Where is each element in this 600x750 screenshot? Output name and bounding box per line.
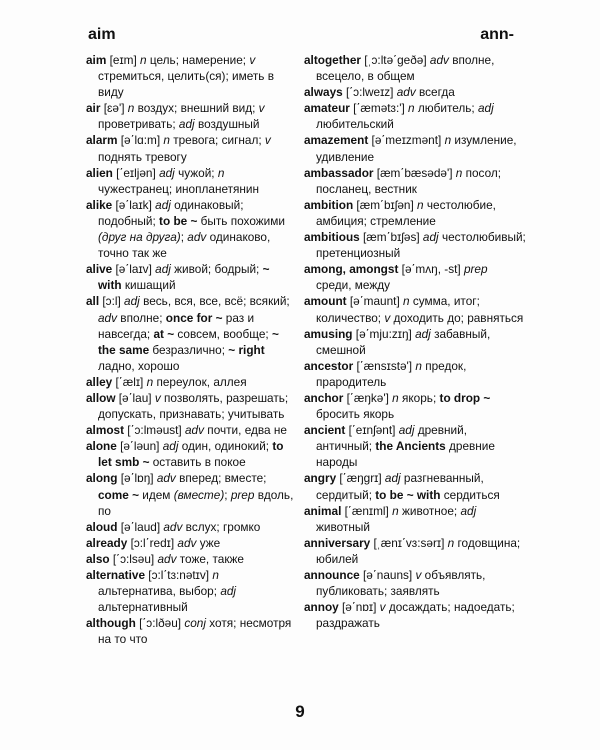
entry-text: [ɛə'] (100, 101, 128, 116)
entry-text: вперед; вместе; (175, 471, 267, 486)
entry-text: забавный, смешной (316, 326, 491, 357)
dictionary-entry (304, 84, 526, 100)
phrase: to let smb ~ (98, 439, 284, 470)
dictionary-entry (304, 599, 526, 631)
headword: anniversary (304, 535, 371, 550)
entry-text: [ə΄laɪk] (112, 197, 156, 212)
headword: alarm (86, 133, 118, 148)
italic-text: adv (98, 310, 118, 325)
headword: always (304, 85, 343, 100)
italic-text: prep (230, 487, 255, 502)
entry-text: раз и навсегда; (98, 310, 255, 341)
entry-text: альтернатива, выбор; (98, 584, 221, 599)
italic-text: adj (415, 326, 431, 341)
italic-text: n (408, 101, 415, 116)
italic-text: adj (398, 423, 415, 438)
dictionary-entry (304, 197, 526, 229)
entry-text: чужестранец; инопланетянин (98, 181, 260, 196)
entry-text: совсем, вообще; (174, 326, 272, 341)
phrase: ~ with (98, 262, 270, 293)
headword: angry (304, 471, 337, 486)
headword: altogether (304, 53, 362, 67)
entry-text: [ˌɔ:ltə΄geðə] (361, 53, 430, 67)
italic-text: n (444, 133, 452, 148)
italic-text: adj (159, 165, 175, 180)
dictionary-entry (86, 551, 296, 567)
entry-text: [ɔ:l΄tɜ:nətɪv] (145, 568, 213, 582)
headword: ambitious (304, 230, 360, 245)
entry-text: [΄ælɪ] (112, 374, 147, 389)
phrase: ~ the same (98, 326, 279, 357)
entry-text: чужой; (174, 165, 218, 180)
headword: air (86, 101, 101, 116)
italic-text: n (447, 535, 455, 550)
entry-text: [æm΄bɪʃən] (353, 197, 418, 212)
italic-text: adv (185, 423, 205, 438)
entry-text: вдоль, по (98, 487, 294, 518)
headword: amazement (304, 133, 369, 148)
entry-text: [ə΄lɑ:m] (117, 133, 164, 148)
entry-text: [ə΄meɪzmənt] (368, 133, 445, 148)
dictionary-entry (304, 229, 526, 261)
entry-text: ладно, хорошо (98, 358, 180, 373)
headword: amateur (304, 101, 350, 116)
entry-text: [ˌænɪ΄vɜ:sərɪ] (370, 535, 448, 550)
dictionary-entry (86, 615, 296, 647)
entry-text: любительский (316, 117, 394, 132)
dictionary-entry (86, 197, 296, 261)
header-last-word: ann- (480, 26, 514, 43)
entry-text: [΄æmətɜ:'] (349, 101, 409, 116)
entry-text: один, одинокий; (178, 439, 273, 454)
entry-text: весь, вся, все, всё; всякий; (139, 294, 290, 309)
entry-text: [΄æŋkə'] (343, 390, 393, 405)
dictionary-entry (86, 567, 296, 615)
italic-text: v (154, 390, 161, 405)
italic-text: adj (155, 262, 171, 277)
dictionary-entry (304, 503, 526, 535)
dictionary-entry (86, 519, 296, 535)
entry-text: стремиться, целить(ся); иметь в виду (98, 69, 274, 100)
phrase: at ~ (153, 326, 175, 341)
entry-text: тревога; сигнал; (169, 133, 265, 148)
entry-text: проветривать; (98, 117, 179, 132)
dictionary-entry (86, 132, 296, 164)
entry-text: поднять тревогу (98, 149, 187, 164)
entry-text: сердиться (440, 487, 500, 502)
entry-text: [ə΄lau] (115, 390, 155, 405)
italic-text: v (415, 568, 422, 582)
entry-text: почти, едва не (204, 423, 287, 438)
phrase: to be ~ with (375, 487, 441, 502)
entry-text: [΄ɔ:lməust] (124, 423, 185, 438)
entry-text: ; (224, 487, 231, 502)
entry-text: [ə΄nauns] (359, 568, 416, 582)
headword: alive (86, 262, 113, 277)
entry-text: [ə΄mʌŋ, -st] (398, 262, 464, 277)
entry-text: воздух; внешний вид; (134, 101, 259, 116)
entry-text: одинаковый; подобный; (98, 197, 244, 228)
right-column (304, 52, 526, 692)
dictionary-entry (86, 100, 296, 132)
entry-text: [΄eɪljən] (112, 165, 160, 180)
headword: aim (86, 53, 107, 67)
italic-text: adj (384, 471, 401, 486)
entry-text: [ɔ:l΄redɪ] (127, 535, 178, 550)
entry-text: досаждать; надоедать; раздражать (316, 600, 515, 631)
italic-text: adj (155, 197, 171, 212)
headword: allow (86, 390, 116, 405)
dictionary-entry (304, 567, 526, 599)
dictionary-entry (304, 52, 526, 84)
dictionary-entry (304, 261, 526, 293)
entry-text: доходить до; равняться (390, 310, 524, 325)
entry-text: [æm΄bɪʃəs] (359, 230, 423, 245)
entry-text: честолюбивый; претенциозный (316, 230, 526, 261)
entry-text: ; (180, 230, 188, 245)
headword: alley (86, 374, 113, 389)
entry-text: [΄ɔ:lsəu] (109, 551, 158, 566)
entry-text: [ɔ:l] (99, 294, 125, 309)
italic-text: adj (178, 117, 195, 132)
headword: also (86, 551, 110, 566)
entry-text: годовщина; юбилей (316, 535, 521, 566)
dictionary-entry (86, 261, 296, 293)
entry-text: древний, античный; (316, 423, 467, 454)
dictionary-entry (86, 374, 296, 390)
entry-text: вполне, всецело, в общем (316, 53, 495, 84)
entry-text: живой; бодрый; (170, 262, 263, 277)
italic-text: n (415, 358, 422, 373)
italic-text: n (455, 165, 463, 180)
phrase: ~ right (228, 342, 265, 357)
italic-text: n (140, 53, 147, 67)
entry-text: среди, между (316, 278, 391, 293)
headword: announce (304, 568, 360, 582)
italic-text: n (403, 294, 410, 309)
italic-text: n (392, 390, 399, 405)
entry-text: [΄eɪnʃənt] (345, 423, 399, 438)
entry-text: идем (138, 487, 174, 502)
entry-text: разгневанный, сердитый; (316, 471, 484, 502)
headword: amount (304, 294, 347, 309)
entry-text: честолюбие, амбиция; стремление (316, 197, 496, 228)
entry-text: [ə΄lɒŋ] (117, 471, 157, 486)
dictionary-entry (304, 358, 526, 390)
entry-text: всегда (415, 85, 455, 100)
entry-text: [΄ɔ:lweɪz] (342, 85, 397, 100)
entry-text: [ə΄ləun] (116, 439, 163, 454)
dictionary-entry (304, 390, 526, 422)
entry-text: [ə΄maunt] (346, 294, 403, 309)
phrase: the Ancients (375, 439, 446, 454)
entry-text: сумма, итог; количество; (316, 294, 480, 325)
entry-text: [ə΄laɪv] (112, 262, 156, 277)
italic-text: n (212, 568, 219, 582)
dictionary-entry (86, 165, 296, 197)
dictionary-entry (304, 422, 526, 470)
entry-text: кишащий (121, 278, 176, 293)
dictionary-entry (86, 52, 296, 100)
dictionary-entry (304, 326, 526, 358)
italic-text: adv (156, 471, 176, 486)
entry-text: [΄ɔ:lðəu] (135, 616, 185, 631)
headword: although (86, 616, 136, 631)
italic-text: adv (163, 519, 183, 534)
headword: all (86, 294, 100, 309)
dictionary-entry (304, 100, 526, 132)
entry-text: якорь; (398, 390, 440, 405)
dictionary-entry (304, 293, 526, 325)
italic-text: n (392, 503, 399, 518)
entry-text: воздушный (194, 117, 260, 132)
italic-text: v (249, 53, 256, 67)
headword: along (86, 471, 118, 486)
entry-text: безразлично; (149, 342, 229, 357)
italic-text: v (379, 600, 386, 615)
dictionary-entry (86, 390, 296, 422)
entry-text: хотя; несмотря на то что (98, 616, 292, 647)
entry-text: [ə΄nɒɪ] (338, 600, 380, 615)
headword: alien (86, 165, 113, 180)
headword: already (86, 535, 128, 550)
italic-text: adj (220, 584, 237, 599)
phrase: to be ~ (159, 213, 198, 228)
entry-text: [΄ænsɪstə'] (353, 358, 416, 373)
italic-text: (друг на друга) (98, 230, 181, 245)
headword: amusing (304, 326, 353, 341)
headword: animal (304, 503, 342, 518)
italic-text: v (258, 101, 265, 116)
italic-text: n (127, 101, 135, 116)
headword: alike (86, 197, 113, 212)
headword: ancient (304, 423, 346, 438)
headword: among, amongst (304, 262, 399, 277)
dictionary-entry (86, 422, 296, 438)
entry-text: предок, прародитель (316, 358, 467, 389)
headword: ambassador (304, 165, 374, 180)
entry-text: [eɪm] (106, 53, 141, 67)
dictionary-entry (304, 165, 526, 197)
entry-text: цель; намерение; (146, 53, 250, 67)
italic-text: n (217, 165, 225, 180)
headword: aloud (86, 519, 118, 534)
italic-text: n (163, 133, 170, 148)
entry-text: тоже, также (176, 551, 244, 566)
headword: annoy (304, 600, 339, 615)
entry-text: посол; посланец, вестник (316, 165, 502, 196)
italic-text: adj (124, 294, 140, 309)
entry-text: [æm΄bæsədə'] (373, 165, 456, 180)
dictionary-entry (304, 535, 526, 567)
entry-text: древние народы (316, 439, 495, 470)
italic-text: n (417, 197, 424, 212)
headword: anchor (304, 390, 344, 405)
entry-text: [΄æŋgrɪ] (336, 471, 385, 486)
dictionary-entry (304, 470, 526, 502)
italic-text: adj (422, 230, 439, 245)
italic-text: n (146, 374, 154, 389)
italic-text: adv (157, 551, 177, 566)
phrase: once for ~ (165, 310, 223, 325)
italic-text: adj (162, 439, 179, 454)
entry-text: переулок, аллея (153, 374, 247, 389)
headword: alternative (86, 568, 146, 582)
entry-text: альтернативный (98, 600, 188, 615)
entry-text: [ə΄mju:zɪŋ] (352, 326, 416, 341)
italic-text: adv (177, 535, 197, 550)
headword: ambition (304, 197, 354, 212)
italic-text: adv (187, 230, 207, 245)
italic-text: adj (478, 101, 494, 116)
dictionary-entry (86, 470, 296, 518)
page-number: 9 (295, 702, 305, 721)
dictionary-entry (86, 438, 296, 470)
entry-text: любитель; (414, 101, 478, 116)
entry-text: [΄ænɪml] (341, 503, 393, 518)
italic-text: adj (460, 503, 477, 518)
headword: ancestor (304, 358, 354, 373)
entry-text: вполне; (117, 310, 166, 325)
phrase: come ~ (98, 487, 139, 502)
entry-text: позволять, разрешать; допускать, признавать; учитывать (98, 390, 289, 422)
entry-text: оставить в покое (149, 455, 246, 470)
headword: almost (86, 423, 125, 438)
entry-text: одинаково, точно так же (98, 230, 271, 261)
entry-text: вслух; громко (182, 519, 261, 534)
entry-text: бросить якорь (316, 407, 395, 422)
entry-text: объявлять, публиковать; заявлять (316, 568, 486, 599)
headword: alone (86, 439, 117, 454)
italic-text: conj (184, 616, 206, 631)
italic-text: (вместе) (173, 487, 225, 502)
dictionary-entry (86, 293, 296, 373)
left-column (86, 52, 296, 692)
entry-text: животный (316, 519, 370, 534)
italic-text: v (264, 133, 271, 148)
entry-text: животное; (398, 503, 461, 518)
dictionary-entry (86, 535, 296, 551)
entry-text: изумление, удивление (316, 133, 517, 164)
entry-text: [ə΄laud] (117, 519, 164, 534)
dictionary-entry (304, 132, 526, 164)
entry-text: уже (196, 535, 221, 550)
italic-text: adv (396, 85, 416, 100)
entry-columns (86, 52, 526, 692)
header-first-word: aim (88, 26, 116, 43)
italic-text: prep (463, 262, 488, 277)
entry-text: быть похожими (197, 213, 285, 228)
italic-text: v (384, 310, 391, 325)
italic-text: adv (429, 53, 449, 67)
phrase: to drop ~ (439, 390, 491, 405)
